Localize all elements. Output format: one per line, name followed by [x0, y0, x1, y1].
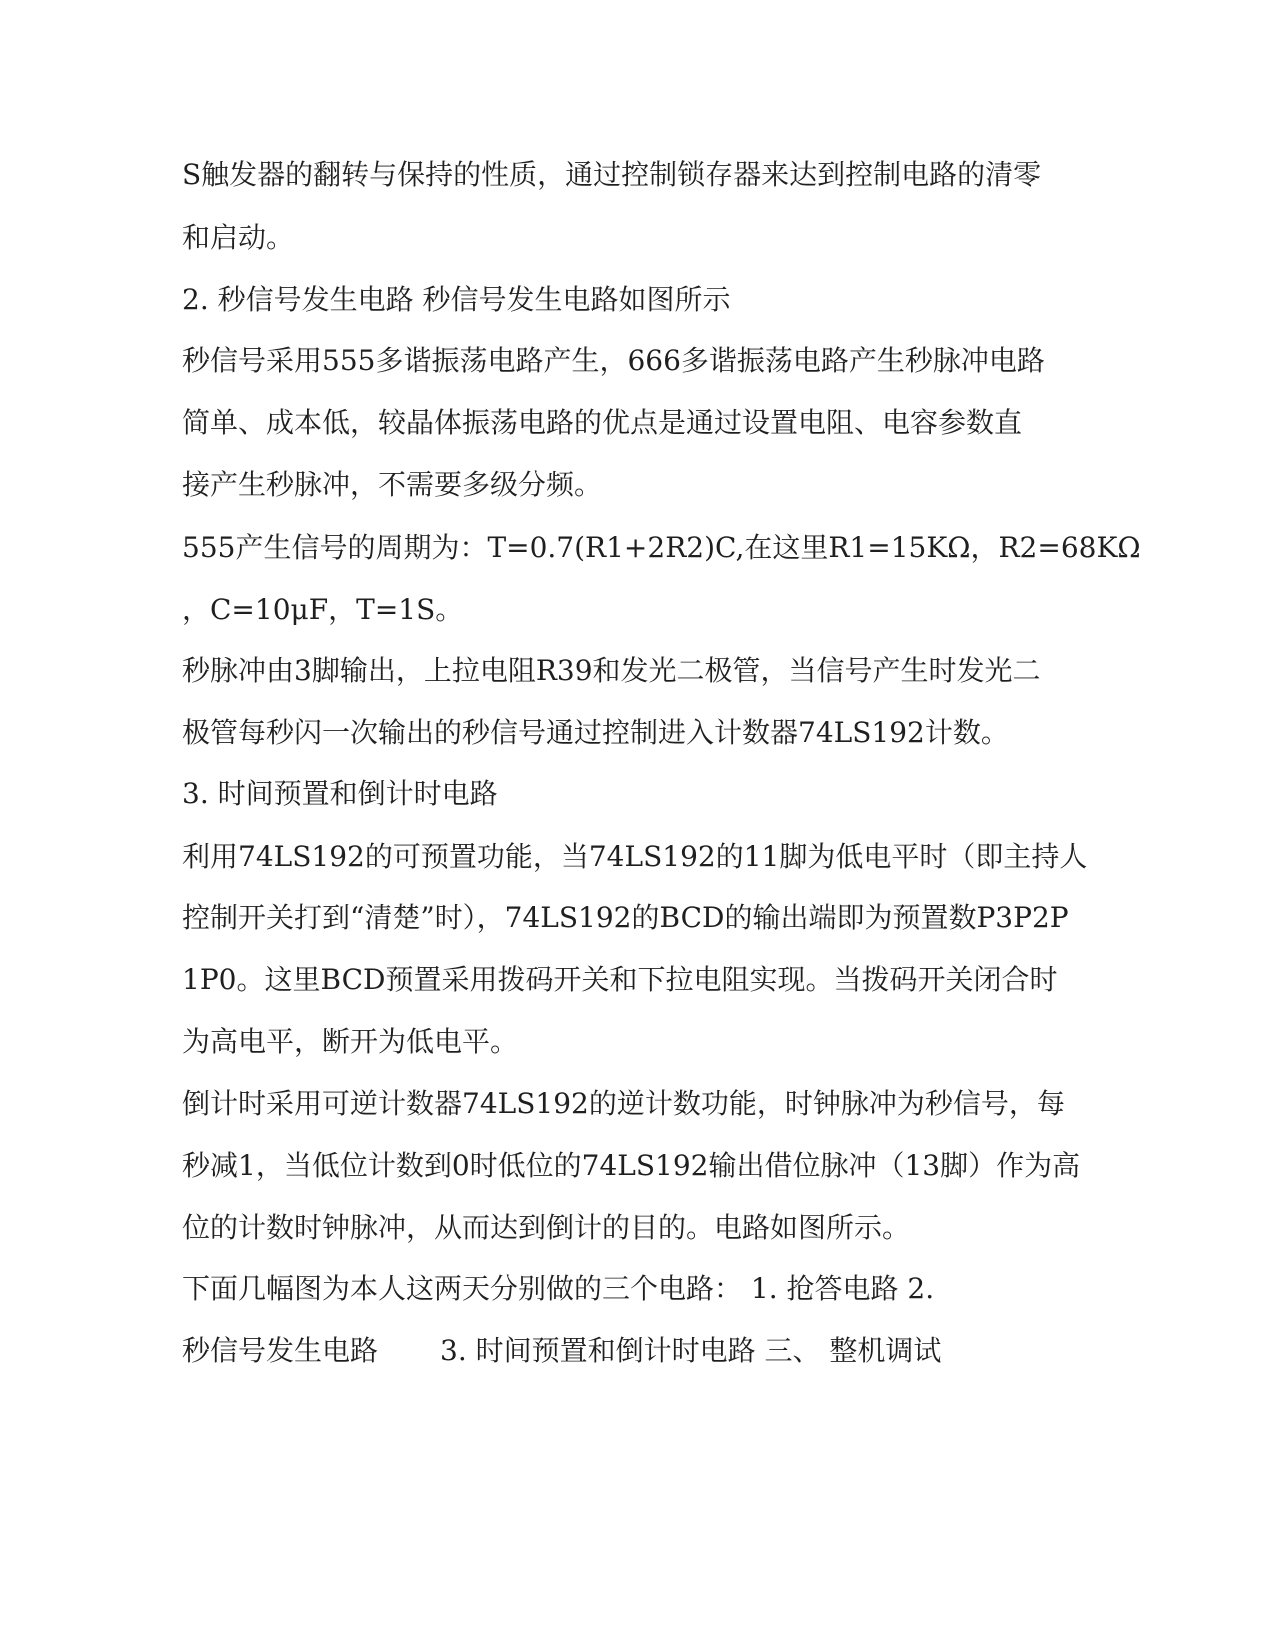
text-line: 接产生秒脉冲，不需要多级分频。 [182, 468, 603, 501]
text-line: 倒计时采用可逆计数器74LS192的逆计数功能，时钟脉冲为秒信号，每 [182, 1087, 1065, 1120]
text-line: 为高电平，断开为低电平。 [182, 1025, 519, 1058]
formula-line: 555产生信号的周期为：T=0.7(R1+2R2)C,在这里R1=15KΩ，R2=68KΩ [182, 531, 1141, 564]
text-line: 利用74LS192的可预置功能，当74LS192的11脚为低电平时（即主持人 [182, 840, 1088, 873]
text-line: 控制开关打到“清楚”时），74LS192的BCD的输出端即为预置数P3P2P [182, 901, 1069, 934]
formula-line: ，C=10μF，T=1S。 [182, 593, 464, 626]
section-heading: 2. 秒信号发生电路 秒信号发生电路如图所示 [182, 283, 731, 316]
section-heading: 3. 时间预置和倒计时电路 [182, 777, 498, 810]
text-line: 极管每秒闪一次输出的秒信号通过控制进入计数器74LS192计数。 [182, 716, 1009, 749]
text-segment: 秒信号发生电路 [182, 1334, 379, 1367]
text-line: S触发器的翻转与保持的性质，通过控制锁存器来达到控制电路的清零 [182, 158, 1042, 191]
text-line: 简单、成本低，较晶体振荡电路的优点是通过设置电阻、电容参数直 [182, 406, 1023, 439]
text-line: 位的计数时钟脉冲，从而达到倒计的目的。电路如图所示。 [182, 1211, 911, 1244]
text-line: 秒信号采用555多谐振荡电路产生，666多谐振荡电路产生秒脉冲电路 [182, 344, 1045, 377]
text-line: 秒脉冲由3脚输出，上拉电阻R39和发光二极管，当信号产生时发光二 [182, 654, 1041, 687]
text-line: 下面几幅图为本人这两天分别做的三个电路： 1. 抢答电路 2. [182, 1272, 935, 1305]
text-line: 1P0。这里BCD预置采用拨码开关和下拉电阻实现。当拨码开关闭合时 [182, 963, 1058, 996]
text-segment: 3. 时间预置和倒计时电路 三、 整机调试 [440, 1334, 942, 1367]
text-line: 和启动。 [182, 221, 295, 254]
text-line: 秒减1，当低位计数到0时低位的74LS192输出借位脉冲（13脚）作为高 [182, 1149, 1081, 1182]
